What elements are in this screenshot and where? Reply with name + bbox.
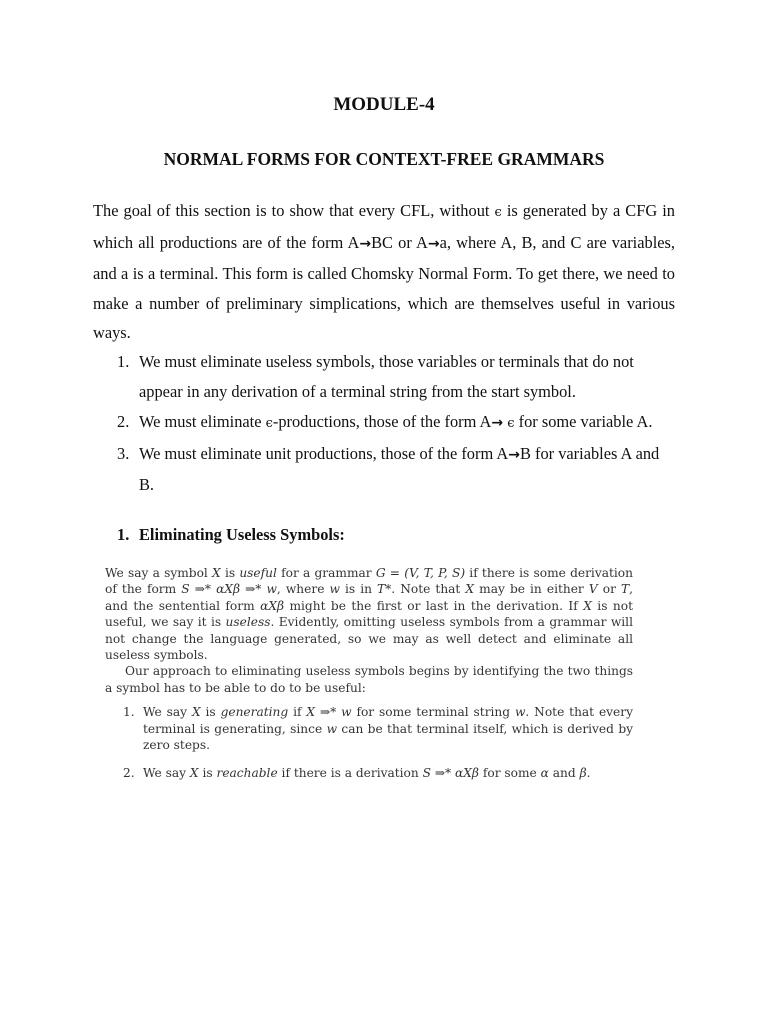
page-title: NORMAL FORMS FOR CONTEXT-FREE GRAMMARS <box>163 149 605 169</box>
right-arrow-icon: → <box>427 235 440 252</box>
right-arrow-icon: → <box>508 447 520 463</box>
list-item: 2. We must eliminate ϵ-productions, those of the form A→ ϵ for some variable A. <box>117 412 653 431</box>
module-heading: MODULE-4 <box>333 94 435 115</box>
epsilon-symbol: ϵ <box>494 205 502 220</box>
list-item: 2. We say X is reachable if there is a derivation S ⇒* αXβ for some α and β. <box>123 766 591 781</box>
list-item: 1. We must eliminate useless symbols, those variables or terminals that do not appear in any derivation of a terminal string from the start symbol. <box>117 352 634 401</box>
useful-definition-paragraph: We say a symbol X is useful for a grammar G = (V, T, P, S) if there is some derivation of the form S ⇒* αXβ ⇒* w, where w is in T*. Note that X may be in either V or T, and the sentential form αXβ might be the first or last in the derivation. If X is not useful, we say it is useless. Evidently, omitting useless symbols from a grammar will not change the language generated, so we may as well detect and eliminate all useless symbols. <box>105 566 633 663</box>
epsilon-symbol: ϵ <box>507 416 515 431</box>
right-arrow-icon: → <box>359 235 372 252</box>
scanned-textbook-excerpt <box>105 565 633 782</box>
list-item: 1. We say X is generating if X ⇒* w for some terminal string w. Note that every terminal is generating, since w can be that terminal itself, which is derived by zero steps. <box>123 705 634 753</box>
list-item: 3. We must eliminate unit productions, those of the form A→B for variables A and B. <box>117 444 660 494</box>
right-arrow-icon: → <box>491 415 504 431</box>
useful-conditions-list <box>105 704 633 782</box>
approach-paragraph: Our approach to eliminating useless symbols begins by identifying the two things a symbol has to be able to do to be useful: <box>105 664 633 695</box>
simplification-steps-list <box>93 347 675 500</box>
epsilon-symbol: ϵ <box>265 416 273 431</box>
intro-paragraph: The goal of this section is to show that every CFL, without ϵ is generated by a CFG in which all productions are of the form A→BC or A→a, where A, B, and C are variables, and a is a terminal. This form is called Chomsky Normal Form. To get there, we need to make a number of preliminary simplications, which are themselves useful in various ways. <box>93 201 675 342</box>
document-page: MODULE-4 NORMAL FORMS FOR CONTEXT-FREE GRAMMARS The goal of this section is to show that every CFL, without ϵ is generated by a CFG in which all productions are of the form A→BC or A→a, where A, B, and C are variables, and a is a terminal. This form is called Chomsky Normal Form. To get there, we need to make a number of preliminary simplications, which are themselves useful in various ways. 1. We must eliminate useless symbols, those variables or terminals that do not appear in any derivation of a terminal string from the start symbol. 2. We must eliminate ϵ-productions, those of the form A→ ϵ for some variable A. 3. We must eliminate unit productions, those of the form A→B for variables A and B. 1. Eliminating Useless Symbols: We say a symbol X is useful for a grammar G = (V, T, P, S) if there is some derivation of the form S ⇒* αXβ ⇒* w, where w is in T*. Note that X may be in either V or T, and the sentential form αXβ might be the first or last in the derivation. If X is not useful, we say it is useless. Evidently, omitting useless symbols from a grammar will not change the language generated, so we may as well detect and eliminate all useless symbols. Our approach to eliminating useless symbols begins by identifying the two things a symbol has to be able to do to be useful: 1. We say X is generating if X ⇒* w for some terminal string w. Note that every terminal is generating, since w can be that terminal itself, which is derived by zero steps. 2. We say X is reachable if there is a derivation S ⇒* αXβ for some α and β. <box>0 0 768 1024</box>
